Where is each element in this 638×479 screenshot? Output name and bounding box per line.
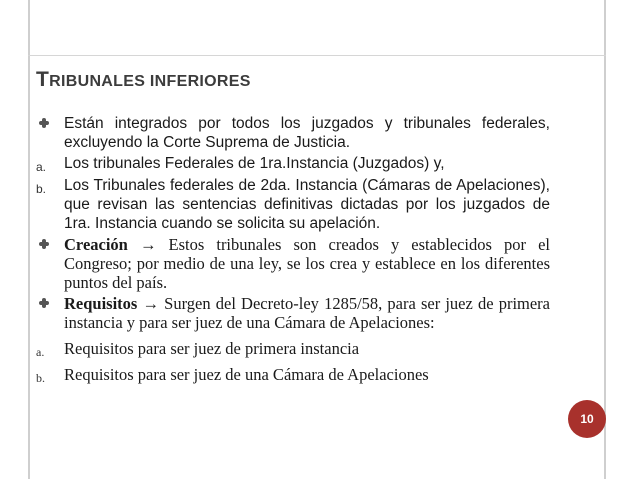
item-letter: a. <box>36 345 45 359</box>
bullet-icon <box>39 236 49 255</box>
list-item <box>36 176 550 233</box>
item-text: → Surgen del Decreto-ley 1285/58, para ser juez de primera instancia y para ser juez de una Cámara de Apelaciones: <box>64 294 550 332</box>
item-letter: b. <box>36 371 45 385</box>
item-text: Están integrados por todos los juzgados y tribunales federales, excluyendo la Corte Suprema de Justicia. <box>64 115 550 151</box>
list-item <box>36 294 550 332</box>
item-text: → Estos tribunales son creados y establecidos por el Congreso; por medio de una ley, se los crea y establece en los diferentes puntos del país. <box>64 235 550 292</box>
frame-right-line <box>604 0 606 479</box>
slide-title <box>36 68 251 92</box>
page-number-badge: 10 <box>568 400 606 438</box>
slide-content <box>36 114 550 384</box>
bullet-icon <box>39 115 49 134</box>
title-divider <box>28 55 606 56</box>
item-bold-term: Creación <box>64 235 128 254</box>
title-initial: T <box>36 68 50 91</box>
frame-left-line <box>28 0 30 479</box>
item-text: Requisitos para ser juez de primera instancia <box>64 339 360 358</box>
list-item <box>36 154 550 173</box>
item-text: Los tribunales Federales de 1ra.Instancia (Juzgados) y, <box>64 155 445 172</box>
item-text: Los Tribunales federales de 2da. Instancia (Cámaras de Apelaciones), que revisan las sentencias definitivas dictadas por los juzgados de 1ra. Instancia cuando se solicita su apelación. <box>64 177 550 232</box>
list-item <box>36 114 550 152</box>
title-rest: RIBUNALES INFERIORES <box>49 73 251 90</box>
list-item <box>36 339 550 358</box>
bullet-icon <box>39 295 49 314</box>
list-item <box>36 235 550 292</box>
item-letter: a. <box>36 160 47 174</box>
item-bold-term: Requisitos <box>64 294 138 313</box>
item-text: Requisitos para ser juez de una Cámara de Apelaciones <box>64 365 429 384</box>
item-letter: b. <box>36 182 47 196</box>
list-item <box>36 365 550 384</box>
